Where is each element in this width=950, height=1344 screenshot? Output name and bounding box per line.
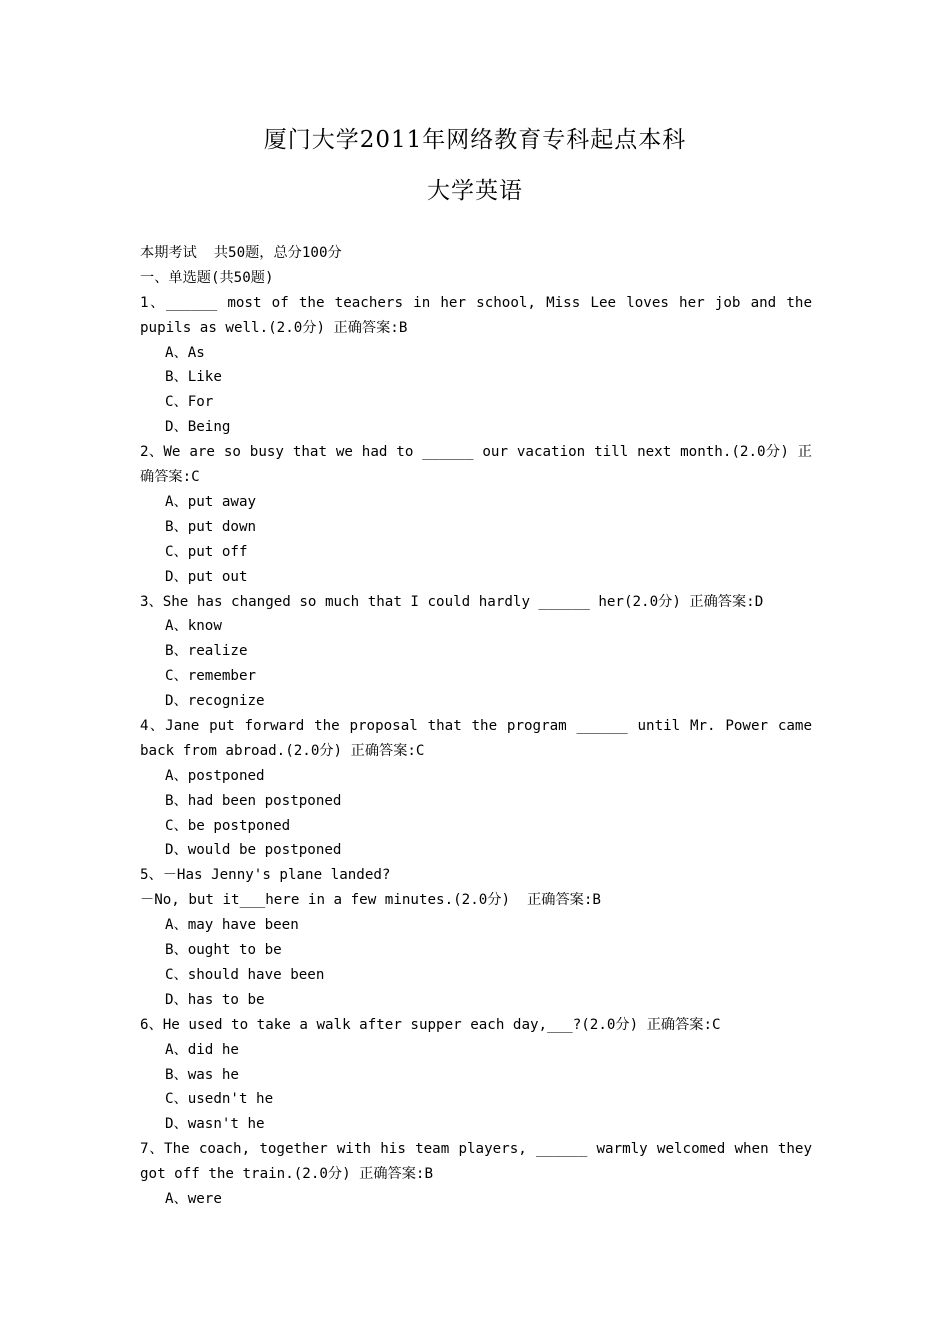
answer-option: C、For <box>165 394 214 411</box>
answer-option: C、remember <box>165 668 257 685</box>
question <box>140 1137 812 1212</box>
question-text: 6、He used to take a walk after supper each day,___?(2.0分) 正确答案:C <box>140 1016 721 1033</box>
question <box>140 1013 812 1137</box>
question-text: 3、She has changed so much that I could hardly ______ her(2.0分) 正确答案:D <box>140 593 764 610</box>
question-text: 7、The coach, together with his team players, ______ warmly welcomed when they got off the train.(2.0分) 正确答案:B <box>140 1141 812 1183</box>
answer-option: C、be postponed <box>165 817 291 834</box>
answer-option: B、Like <box>165 369 222 386</box>
question-text: 4、Jane put forward the proposal that the program ______ until Mr. Power came back from abroad.(2.0分) 正确答案:C <box>140 718 812 759</box>
document-title: 厦门大学2011年网络教育专科起点本科 <box>263 127 687 153</box>
answer-option: B、realize <box>165 643 248 660</box>
answer-option: C、usedn't he <box>165 1091 274 1108</box>
answer-option: C、should have been <box>165 966 325 983</box>
document-subtitle: 大学英语 <box>427 178 523 204</box>
question-text-continued: －No, but it___here in a few minutes.(2.0分) 正确答案:B <box>140 892 601 909</box>
answer-option: D、Being <box>165 419 231 436</box>
answer-option: A、did he <box>165 1041 239 1058</box>
question <box>140 863 812 1012</box>
answer-option: A、may have been <box>165 917 299 934</box>
answer-option: D、recognize <box>165 693 265 710</box>
exam-content <box>140 241 812 1212</box>
answer-option: D、put out <box>165 568 248 585</box>
section-title: 一、单选题(共50题) <box>140 269 274 286</box>
answer-option: D、would be postponed <box>165 842 342 859</box>
question-text: 2、We are so busy that we had to ______ our vacation till next month.(2.0分) 正确答案:C <box>140 444 812 486</box>
question <box>140 714 812 863</box>
answer-option: A、As <box>165 344 205 361</box>
answer-option: A、were <box>165 1191 222 1207</box>
answer-option: A、postponed <box>165 767 265 784</box>
answer-option: D、has to be <box>165 991 265 1008</box>
answer-option: A、know <box>165 618 222 635</box>
question <box>140 440 812 589</box>
question-text: 5、－Has Jenny's plane landed? <box>140 867 391 884</box>
answer-option: B、was he <box>165 1066 239 1083</box>
question-text: 1、______ most of the teachers in her school, Miss Lee loves her job and the pupils as well.(2.0分) 正确答案:B <box>140 294 812 336</box>
answer-option: D、wasn't he <box>165 1116 265 1133</box>
answer-option: B、ought to be <box>165 942 282 959</box>
exam-info: 本期考试 共50题，总分100分 <box>140 245 342 261</box>
question <box>140 291 812 440</box>
answer-option: A、put away <box>165 493 257 510</box>
answer-option: B、put down <box>165 518 257 535</box>
question <box>140 590 812 714</box>
answer-option: C、put off <box>165 543 248 560</box>
answer-option: B、had been postponed <box>165 792 342 809</box>
